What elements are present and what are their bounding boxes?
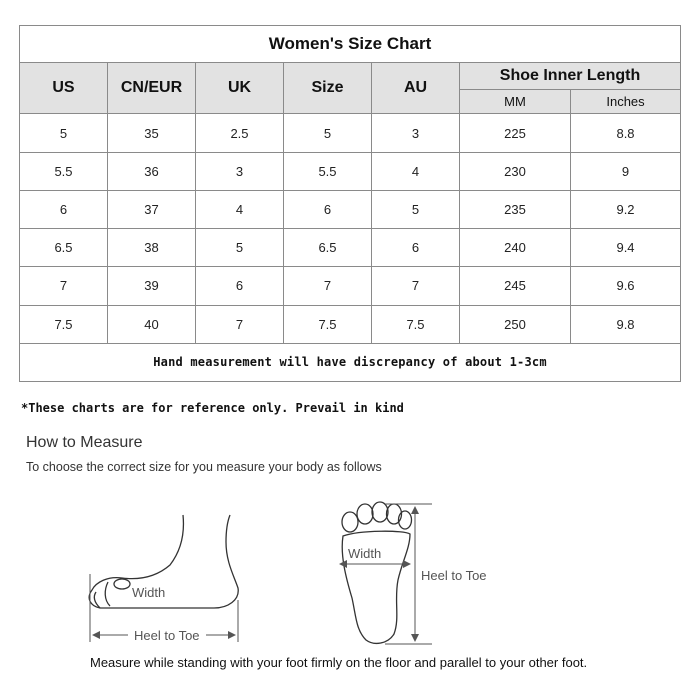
- cell-cn-eur: 35: [108, 114, 196, 152]
- cell-size: 7.5: [284, 305, 372, 343]
- cell-mm: 245: [460, 267, 571, 305]
- cell-cn-eur: 39: [108, 267, 196, 305]
- side-length-label: Heel to Toe: [134, 628, 200, 643]
- cell-inches: 8.8: [571, 114, 681, 152]
- sole-width-label: Width: [348, 546, 382, 561]
- how-to-measure-subheading: To choose the correct size for you measure your body as follows: [26, 460, 382, 474]
- cell-cn-eur: 36: [108, 152, 196, 190]
- cell-us: 5: [20, 114, 108, 152]
- cell-inches: 9.2: [571, 190, 681, 228]
- size-chart-table: [19, 25, 681, 382]
- sole-length-label: Heel to Toe: [421, 568, 487, 583]
- cell-uk: 5: [196, 229, 284, 267]
- cell-mm: 230: [460, 152, 571, 190]
- cell-uk: 4: [196, 190, 284, 228]
- cell-au: 5: [372, 190, 460, 228]
- cell-us: 7: [20, 267, 108, 305]
- cell-size: 7: [284, 267, 372, 305]
- header-inner-length: Shoe Inner Length: [460, 63, 681, 90]
- cell-inches: 9.8: [571, 305, 681, 343]
- cell-cn-eur: 38: [108, 229, 196, 267]
- cell-inches: 9.4: [571, 229, 681, 267]
- foot-sole-outline-icon: [342, 502, 412, 643]
- cell-size: 6.5: [284, 229, 372, 267]
- header-us: US: [20, 63, 108, 114]
- header-cn-eur: CN/EUR: [108, 63, 196, 114]
- header-inches: Inches: [571, 90, 681, 114]
- cell-us: 6.5: [20, 229, 108, 267]
- table-row: [20, 305, 681, 343]
- cell-au: 7.5: [372, 305, 460, 343]
- cell-inches: 9.6: [571, 267, 681, 305]
- how-to-measure-heading: How to Measure: [26, 434, 143, 451]
- cell-mm: 240: [460, 229, 571, 267]
- cell-cn-eur: 37: [108, 190, 196, 228]
- cell-uk: 2.5: [196, 114, 284, 152]
- cell-uk: 3: [196, 152, 284, 190]
- cell-us: 7.5: [20, 305, 108, 343]
- cell-size: 5: [284, 114, 372, 152]
- reference-note: *These charts are for reference only. Prevail in kind: [21, 401, 404, 415]
- cell-us: 6: [20, 190, 108, 228]
- table-row: [20, 152, 681, 190]
- header-au: AU: [372, 63, 460, 114]
- side-width-label: Width: [132, 585, 166, 600]
- table-row: [20, 267, 681, 305]
- table-title: Women's Size Chart: [20, 26, 681, 63]
- header-uk: UK: [196, 63, 284, 114]
- cell-mm: 225: [460, 114, 571, 152]
- header-size: Size: [284, 63, 372, 114]
- cell-mm: 235: [460, 190, 571, 228]
- cell-size: 6: [284, 190, 372, 228]
- cell-uk: 6: [196, 267, 284, 305]
- cell-inches: 9: [571, 152, 681, 190]
- measurement-illustration: [0, 490, 700, 660]
- measure-caption: Measure while standing with your foot firmly on the floor and parallel to your other foot.: [90, 655, 588, 670]
- cell-uk: 7: [196, 305, 284, 343]
- cell-size: 5.5: [284, 152, 372, 190]
- cell-cn-eur: 40: [108, 305, 196, 343]
- table-footnote: Hand measurement will have discrepancy of about 1-3cm: [20, 343, 681, 381]
- cell-au: 4: [372, 152, 460, 190]
- cell-au: 3: [372, 114, 460, 152]
- header-mm: MM: [460, 90, 571, 114]
- cell-au: 6: [372, 229, 460, 267]
- table-row: [20, 114, 681, 152]
- cell-au: 7: [372, 267, 460, 305]
- table-row: [20, 229, 681, 267]
- cell-us: 5.5: [20, 152, 108, 190]
- table-row: [20, 190, 681, 228]
- cell-mm: 250: [460, 305, 571, 343]
